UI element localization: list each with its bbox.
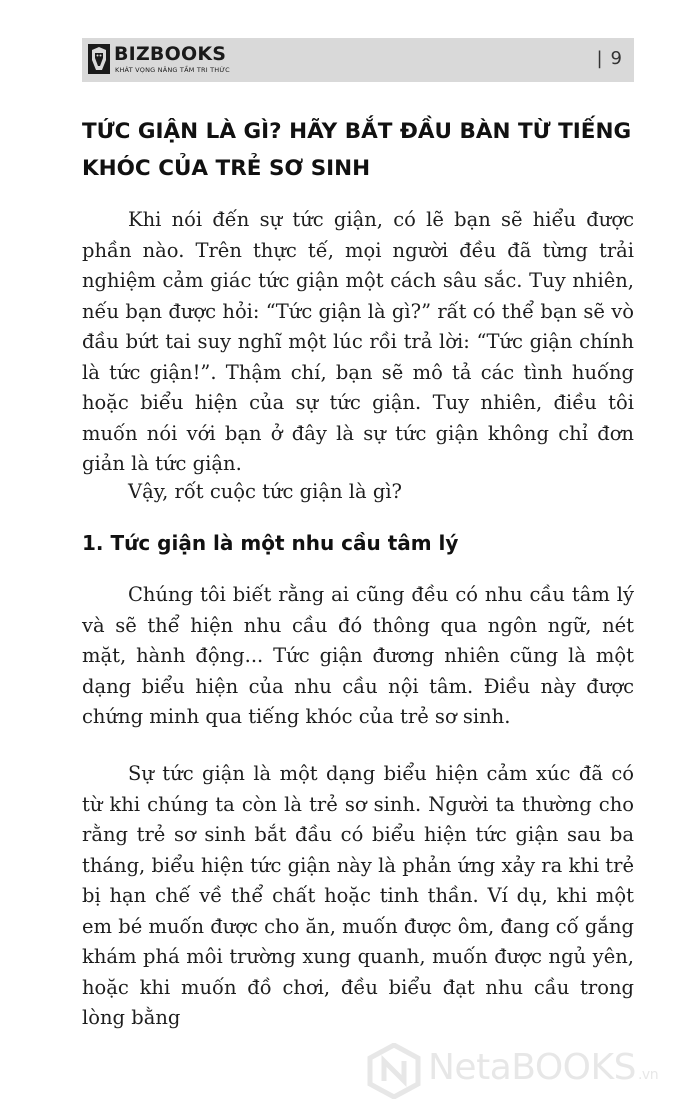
watermark [366, 1035, 696, 1105]
brand-name: BIZBOOKS [114, 43, 227, 65]
brand-tagline: KHÁT VỌNG NÂNG TẦM TRI THỨC [115, 66, 230, 74]
paragraph-intro: Khi nói đến sự tức giận, có lẽ bạn sẽ hiểu được phần nào. Trên thực tế, mọi người đều đã từng trải nghiệm cảm giác tức giận một cách sâu sắc. Tuy nhiên, nếu bạn được hỏi: “Tức giận là gì?” rất có thể bạn sẽ vò đầu bứt tai suy nghĩ một lúc rồi trả lời: “Tức giận chính là tức giận!”. Thậm chí, bạn sẽ mô tả các tình huống hoặc biểu hiện của sự tức giận. Tuy nhiên, điều tôi muốn nói với bạn ở đây là sự tức giận không chỉ đơn giản là tức giận. [82, 208, 634, 475]
paragraph-question: Vậy, rốt cuộc tức giận là gì? [128, 480, 403, 503]
page-separator: | [596, 48, 603, 69]
page-number: 9 [610, 48, 622, 69]
watermark-suffix: .vn [637, 1067, 659, 1083]
netabooks-n-logo-icon [366, 1043, 422, 1099]
paragraph-needs: Chúng tôi biết rằng ai cũng đều có nhu cầu tâm lý và sẽ thể hiện nhu cầu đó thông qua ngôn ngữ, nét mặt, hành động... Tức giận đương nhiên cũng là một dạng biểu hiện của nhu cầu nội tâm. Điều này được chứng minh qua tiếng khóc của trẻ sơ sinh. [82, 583, 634, 728]
page-number-area [596, 48, 622, 69]
paragraph-infants: Sự tức giận là một dạng biểu hiện cảm xúc đã có từ khi chúng ta còn là trẻ sơ sinh. Người ta thường cho rằng trẻ sơ sinh bắt đầu có biểu hiện tức giận sau ba tháng, biểu hiện tức giận này là phản ứng xảy ra khi trẻ bị hạn chế về thể chất hoặc tinh thần. Ví dụ, khi một em bé muốn được cho ăn, muốn được ôm, đang cố gắng khám phá môi trường xung quanh, muốn được ngủ yên, hoặc khi muốn đồ chơi, đều biểu đạt nhu cầu trong lòng bằng [82, 762, 634, 1029]
chapter-heading: TỨC GIẬN LÀ GÌ? HÃY BẮT ĐẦU BÀN TỪ TIẾNG KHÓC CỦA TRẺ SƠ SINH [82, 119, 632, 181]
watermark-brand: NetaBOOKS [428, 1047, 636, 1088]
section-heading: 1. Tức giận là một nhu cầu tâm lý [82, 531, 459, 555]
lion-head-logo-icon [88, 44, 110, 74]
watermark-text [428, 1047, 658, 1088]
